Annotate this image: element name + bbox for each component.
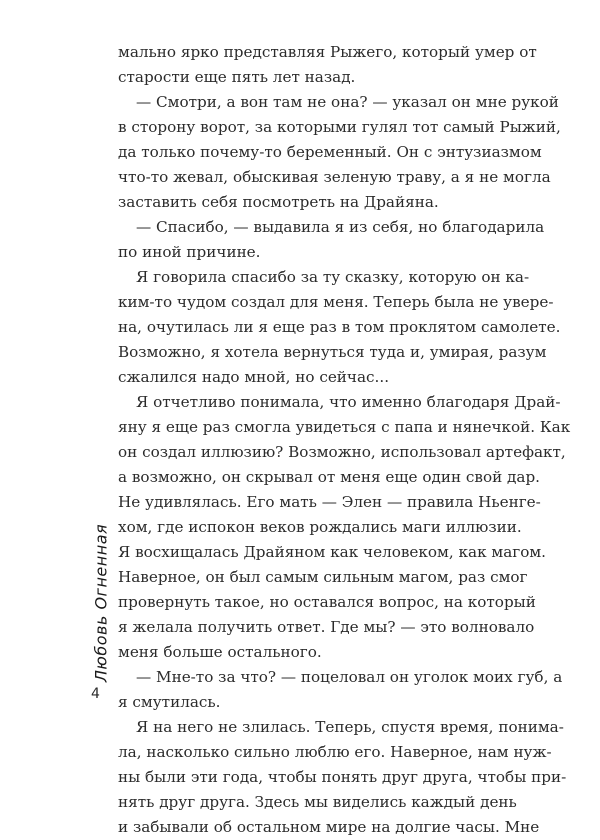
text-line: да только почему-то беременный. Он с энтузиазмом (118, 143, 542, 161)
text-line: и забывали об остальном мире на долгие часы. Мне (118, 818, 540, 836)
text-line: мально ярко представляя Рыжего, который умер от (118, 43, 537, 61)
text-line: ким-то чудом создал для меня. Теперь была не уверe- (118, 293, 554, 311)
text-line: Я говорила спасибо за ту сказку, которую он ка- (136, 268, 530, 286)
page-number: 4 (91, 686, 100, 702)
running-head (86, 523, 116, 683)
text-line: Я отчетливо понимала, что именно благодаря Драй- (136, 393, 561, 411)
text-line: сжалился надо мной, но сейчас... (118, 368, 390, 386)
text-line: — Спасибо, — выдавила я из себя, но благодарила (136, 218, 545, 236)
text-line: нять друг друга. Здесь мы виделись каждый день (118, 793, 517, 811)
text-line: яну я еще раз смогла увидеться с папа и нянечкой. Как (118, 418, 571, 436)
text-line: он создал иллюзию? Возможно, использовал артефакт, (118, 443, 566, 461)
text-line: по иной причине. (118, 243, 261, 261)
text-line: хом, где испокон веков рождались маги иллюзии. (118, 518, 522, 536)
text-line: в сторону ворот, за которыми гулял тот самый Рыжий, (118, 118, 561, 136)
text-line: заставить себя посмотреть на Драйяна. (118, 193, 439, 211)
text-line: провернуть такое, но оставался вопрос, на который (118, 593, 536, 611)
text-line: на, очутилась ли я еще раз в том проклятом самолете. (118, 318, 561, 336)
author-signature: Любовь Огненная (91, 523, 111, 683)
text-line: что-то жевал, обыскивая зеленую траву, а я не могла (118, 168, 551, 186)
text-line: я смутилась. (118, 693, 221, 711)
text-line: ла, насколько сильно люблю его. Наверное, нам нуж- (118, 743, 552, 761)
text-line: Я на него не злилась. Теперь, спустя время, понима- (136, 718, 564, 736)
text-line: а возможно, он скрывал от меня еще один свой дар. (118, 468, 540, 486)
text-line: Не удивлялась. Его мать — Элен — правила Ньенге- (118, 493, 541, 511)
text-line: ны были эти года, чтобы понять друг друга, чтобы при- (118, 768, 567, 786)
text-line: Я восхищалась Драйяном как человеком, как магом. (118, 543, 547, 561)
text-line: Возможно, я хотела вернуться туда и, умирая, разум (118, 343, 547, 361)
text-line: меня больше остального. (118, 643, 322, 661)
text-line: я желала получить ответ. Где мы? — это волновало (118, 618, 535, 636)
text-line: — Мне-то за что? — поцеловал он уголок моих губ, а (136, 668, 563, 686)
body-text (118, 40, 571, 840)
text-line: Наверное, он был самым сильным магом, раз смог (118, 568, 528, 586)
text-line: старости еще пять лет назад. (118, 68, 356, 86)
text-line: — Смотри, а вон там не она? — указал он мне рукой (136, 93, 559, 111)
